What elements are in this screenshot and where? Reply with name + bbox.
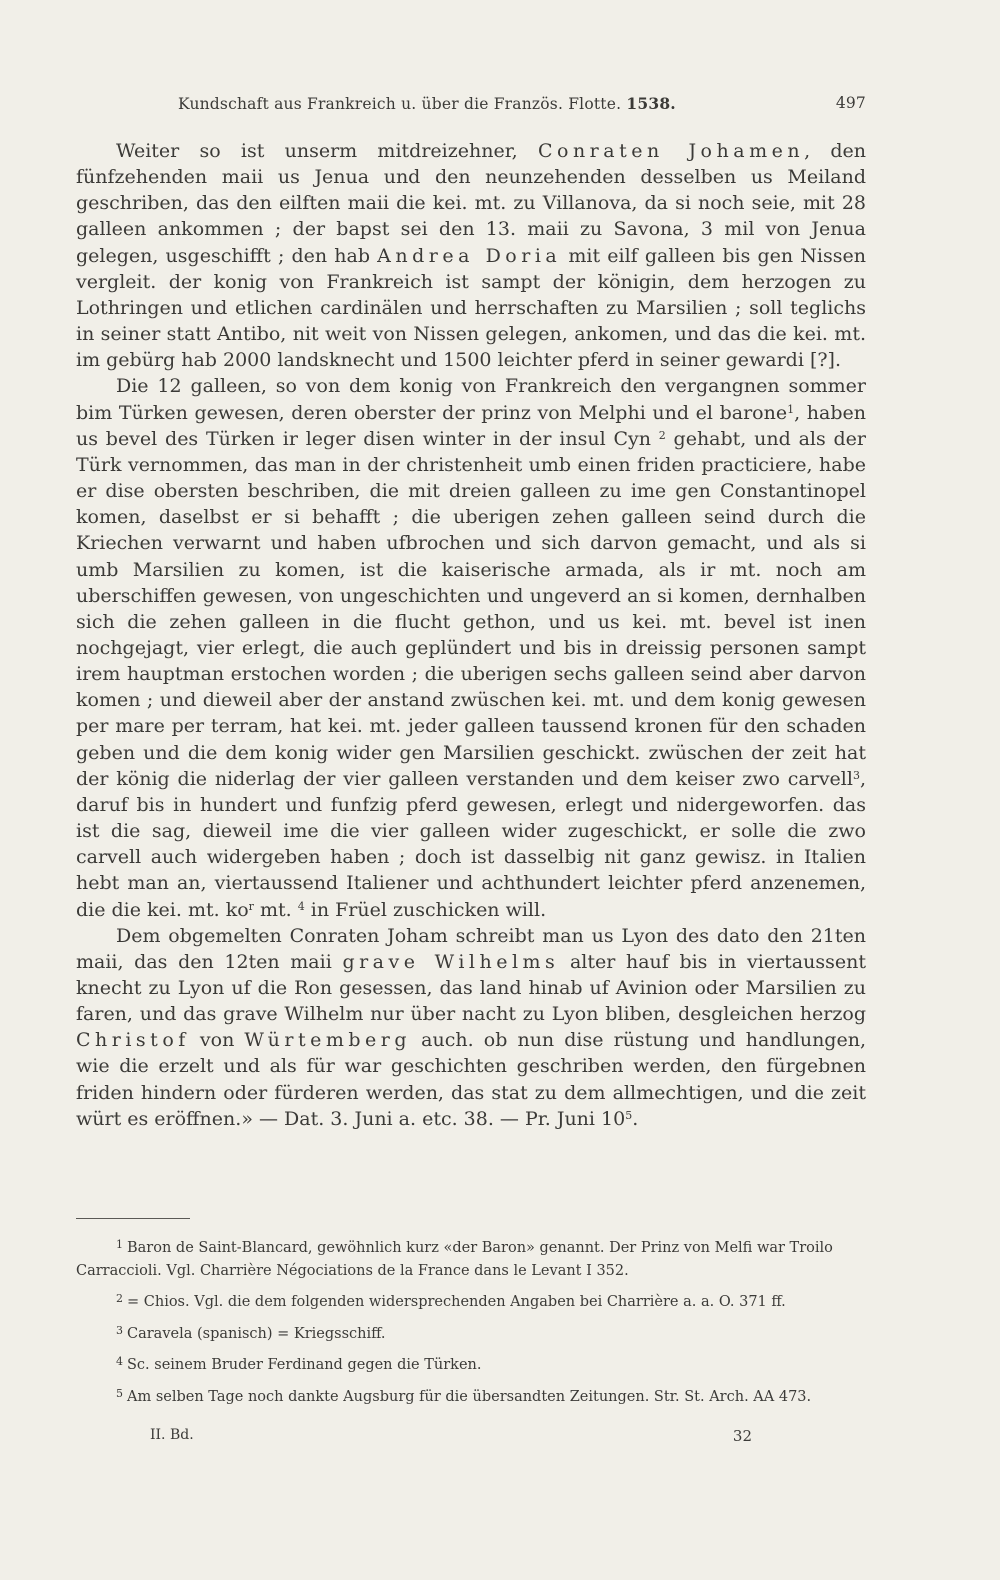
footnote-number: 1 [116,1238,123,1251]
footnote-text: = Chios. Vgl. die dem folgenden widersprechenden Angaben bei Charrière a. a. O. 371 ff. [127,1294,786,1310]
footnote-text: Baron de Saint-Blancard, gewöhnlich kurz «der Baron» genannt. Der Prinz von Melfi war Troilo Carraccioli. Vgl. Charrière Négociations de la France dans le Levant I 352. [76,1240,833,1279]
signature-mark: II. Bd. [150,1427,194,1443]
footnote-number: 2 [116,1292,123,1305]
text-run: Die 12 galleen, so von dem konig von Frankreich den vergangnen sommer bim Türken gewesen, deren oberster der prinz von Melphi und el barone [76,375,866,424]
running-title-year: 1538. [626,94,676,113]
footnote-reference: 4 [297,899,305,913]
footnotes [76,1234,836,1414]
footnote [76,1320,836,1346]
text-run: , haben us bevel des Türken ir leger disen winter in der insul Cyn [76,401,866,450]
text-run: alter hauf bis in viertaussent knecht zu Lyon uf die Ron gesessen, das land hinab uf Avinion oder Marsilien zu faren, und das grave Wilhelm nur über nacht zu Lyon bliben, desgleichen herzog [76,950,866,1026]
footnote-reference: 5 [625,1108,633,1122]
footnote-text: Am selben Tage noch dankte Augsburg für die übersandten Zeitungen. Str. St. Arch. AA 473. [127,1388,812,1405]
spaced-name: Conraten Johamen [537,140,805,162]
footnote-reference: 3 [852,768,860,782]
spaced-name: Andrea Doria [377,244,562,267]
page-number: 497 [835,94,866,112]
body-paragraph [76,138,866,373]
footnote-number: 5 [116,1386,123,1400]
footnote-reference: r [248,899,254,913]
text-run: mit eilf galleen bis gen Nissen vergleit. der konig von Frankreich ist sampt der königin, dem herzogen zu Lothringen und etlichen cardinälen und herrschaften zu Marsilien ; soll teglichs in seiner statt Antibo, nit weit von Nissen gelegen, ankomen, und das die kei. mt. im gebürg hab 2000 landsknecht und 1500 leichter pferd in seiner gewardi [?]. [76,244,866,372]
body-paragraph [76,923,866,1132]
footnote-number: 3 [116,1323,123,1337]
spaced-name: grave Wilhelms [342,950,560,973]
text-run: auch. ob nun dise rüstung und handlungen, wie die erzelt und als für war geschichten geschriben werden, den fürgebnen friden hindern oder fürderen werden, das stat zu dem allmechtigen, und die zeit würt es eröffnen.» — Dat. 3. Juni a. etc. 38. — Pr. Juni 10 [76,1029,866,1130]
text-run: . [632,1107,639,1130]
body-paragraph [76,373,866,922]
footnote-text: Sc. seinem Bruder Ferdinand gegen die Türken. [127,1357,482,1373]
footnote-text: Caravela (spanisch) = Kriegsschiff. [127,1325,386,1342]
body-text [76,138,866,1132]
spaced-name: Christof [76,1029,190,1052]
footnote [76,1288,836,1314]
text-run: in Früel zuschicken will. [304,898,547,921]
footnote-reference: 2 [658,428,666,442]
running-title-text: Kundschaft aus Frankreich u. über die Französ. Flotte. [178,95,622,113]
sheet-number: 32 [732,1427,752,1445]
footnote-number: 4 [116,1355,123,1368]
text-run: mt. [253,898,298,921]
footnote [76,1234,836,1282]
text-run: Weiter so ist unserm mitdreizehner, [116,140,538,162]
footnote [76,1351,836,1377]
running-title [178,94,676,113]
text-run: von [189,1029,245,1052]
text-run: , daruf bis in hundert und funfzig pferd gewesen, erlegt und nidergeworfen. das ist die sag, dieweil ime die vier galleen wider zugeschickt, er solle die zwo carvell auch widergeben haben ; doch ist dasselbig nit ganz gewisz. in Italien hebt man an, viertaussend Italiener und achthundert leichter pferd anzenemen, die die kei. mt. ko [76,767,866,921]
text-run: , den fünfzehenden maii us Jenua und den neunzehenden desselben us Meiland geschriben, das den eilften maii die kei. mt. zu Villanova, da si noch seie, mit 28 galleen ankommen ; der bapst sei den 13. maii zu Savona, 3 mil von Jenua gelegen, usgeschifft ; den hab [76,140,866,267]
footnote [76,1383,836,1409]
text-run: Dem obgemelten Conraten Joham schreibt man us Lyon des dato den 21ten maii, das den 12ten maii [76,924,866,973]
spaced-name: Würtemberg [244,1029,412,1052]
text-run: gehabt, und als der Türk vernommen, das man in der christenheit umb einen friden practiciere, habe er dise obersten beschriben, die mit dreien galleen zu ime gen Constantinopel komen, daselbst er si behafft ; die uberigen zehen galleen seind durch die Kriechen verwarnt und haben ufbrochen und sich darvon gemacht, und als si umb Marsilien zu komen, ist die kaiserische armada, als ir mt. noch am uberschiffen gewesen, von ungeschichten und ungeverd an si komen, dernhalben sich die zehen galleen in die flucht gethon, und us kei. mt. bevel ist inen nochgejagt, vier erlegt, die auch geplündert und bis in dreissig personen sampt irem hauptman erstochen worden ; die uberigen sechs galleen seind aber darvon komen ; und dieweil aber der anstand zwüschen kei. mt. und dem konig gewesen per mare per terram, hat kei. mt. jeder galleen taussend kronen für den schaden geben und die dem konig wider gen Marsilien geschickt. zwüschen der zeit hat der könig die niderlag der vier galleen verstanden und dem keiser zwo carvell [76,427,867,790]
footnote-reference: 1 [787,402,795,416]
footnote-rule [76,1218,190,1219]
